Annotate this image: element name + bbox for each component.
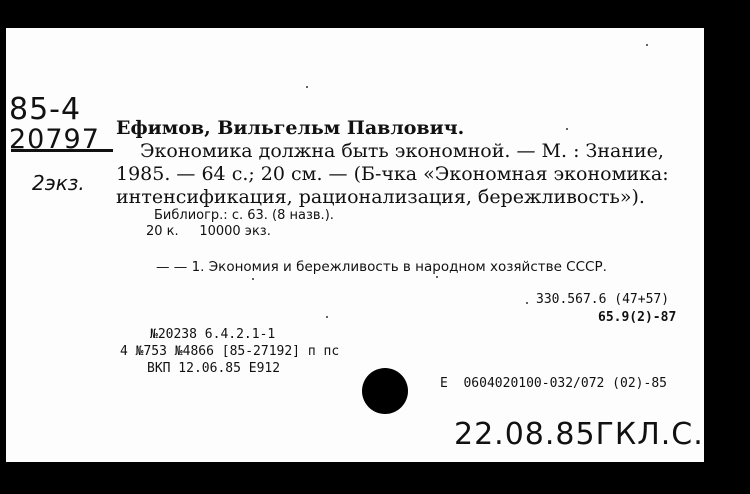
print-line: 4 №753 №4866 [85-27192] п пс: [120, 344, 340, 359]
price-and-run: 20 к. 10000 экз.: [146, 224, 271, 239]
title-line-3: интенсификация, рационализация, бережливость»).: [116, 186, 645, 208]
speck: [526, 302, 528, 304]
shelfmark-top: 85-4: [9, 92, 82, 127]
order-number: №20238 6.4.2.1-1: [150, 327, 276, 342]
copies-note: 2экз.: [32, 171, 85, 195]
vkp-line: ВКП 12.06.85 Е912: [147, 361, 281, 376]
speck: [436, 276, 438, 278]
title-line-1: Экономика должна быть экономной. — М. : Знание,: [140, 140, 664, 162]
punch-hole: [362, 368, 408, 414]
speck: [566, 128, 568, 130]
speck: [252, 278, 254, 280]
shelfmark-bottom: 20797: [9, 124, 100, 155]
udc-index: 330.567.6 (47+57): [536, 292, 670, 307]
publisher-code: Е 0604020100-032/072 (02)-85: [440, 376, 667, 391]
date-stamp: 22.08.85ГКЛ.С.: [454, 417, 704, 452]
catalog-card: [6, 28, 704, 462]
subject-heading: — — 1. Экономия и бережливость в народном хозяйстве СССР.: [156, 259, 607, 275]
speck: [306, 86, 308, 88]
bbk-index: 65.9(2)-87: [598, 310, 677, 325]
bibliography-note: Библиогр.: с. 63. (8 назв.).: [154, 208, 334, 223]
title-line-2: 1985. — 64 с.; 20 см. — (Б-чка «Экономная экономика:: [116, 163, 669, 185]
speck: [326, 316, 328, 318]
author-heading: Ефимов, Вильгельм Павлович.: [116, 117, 465, 139]
speck: [646, 44, 648, 46]
